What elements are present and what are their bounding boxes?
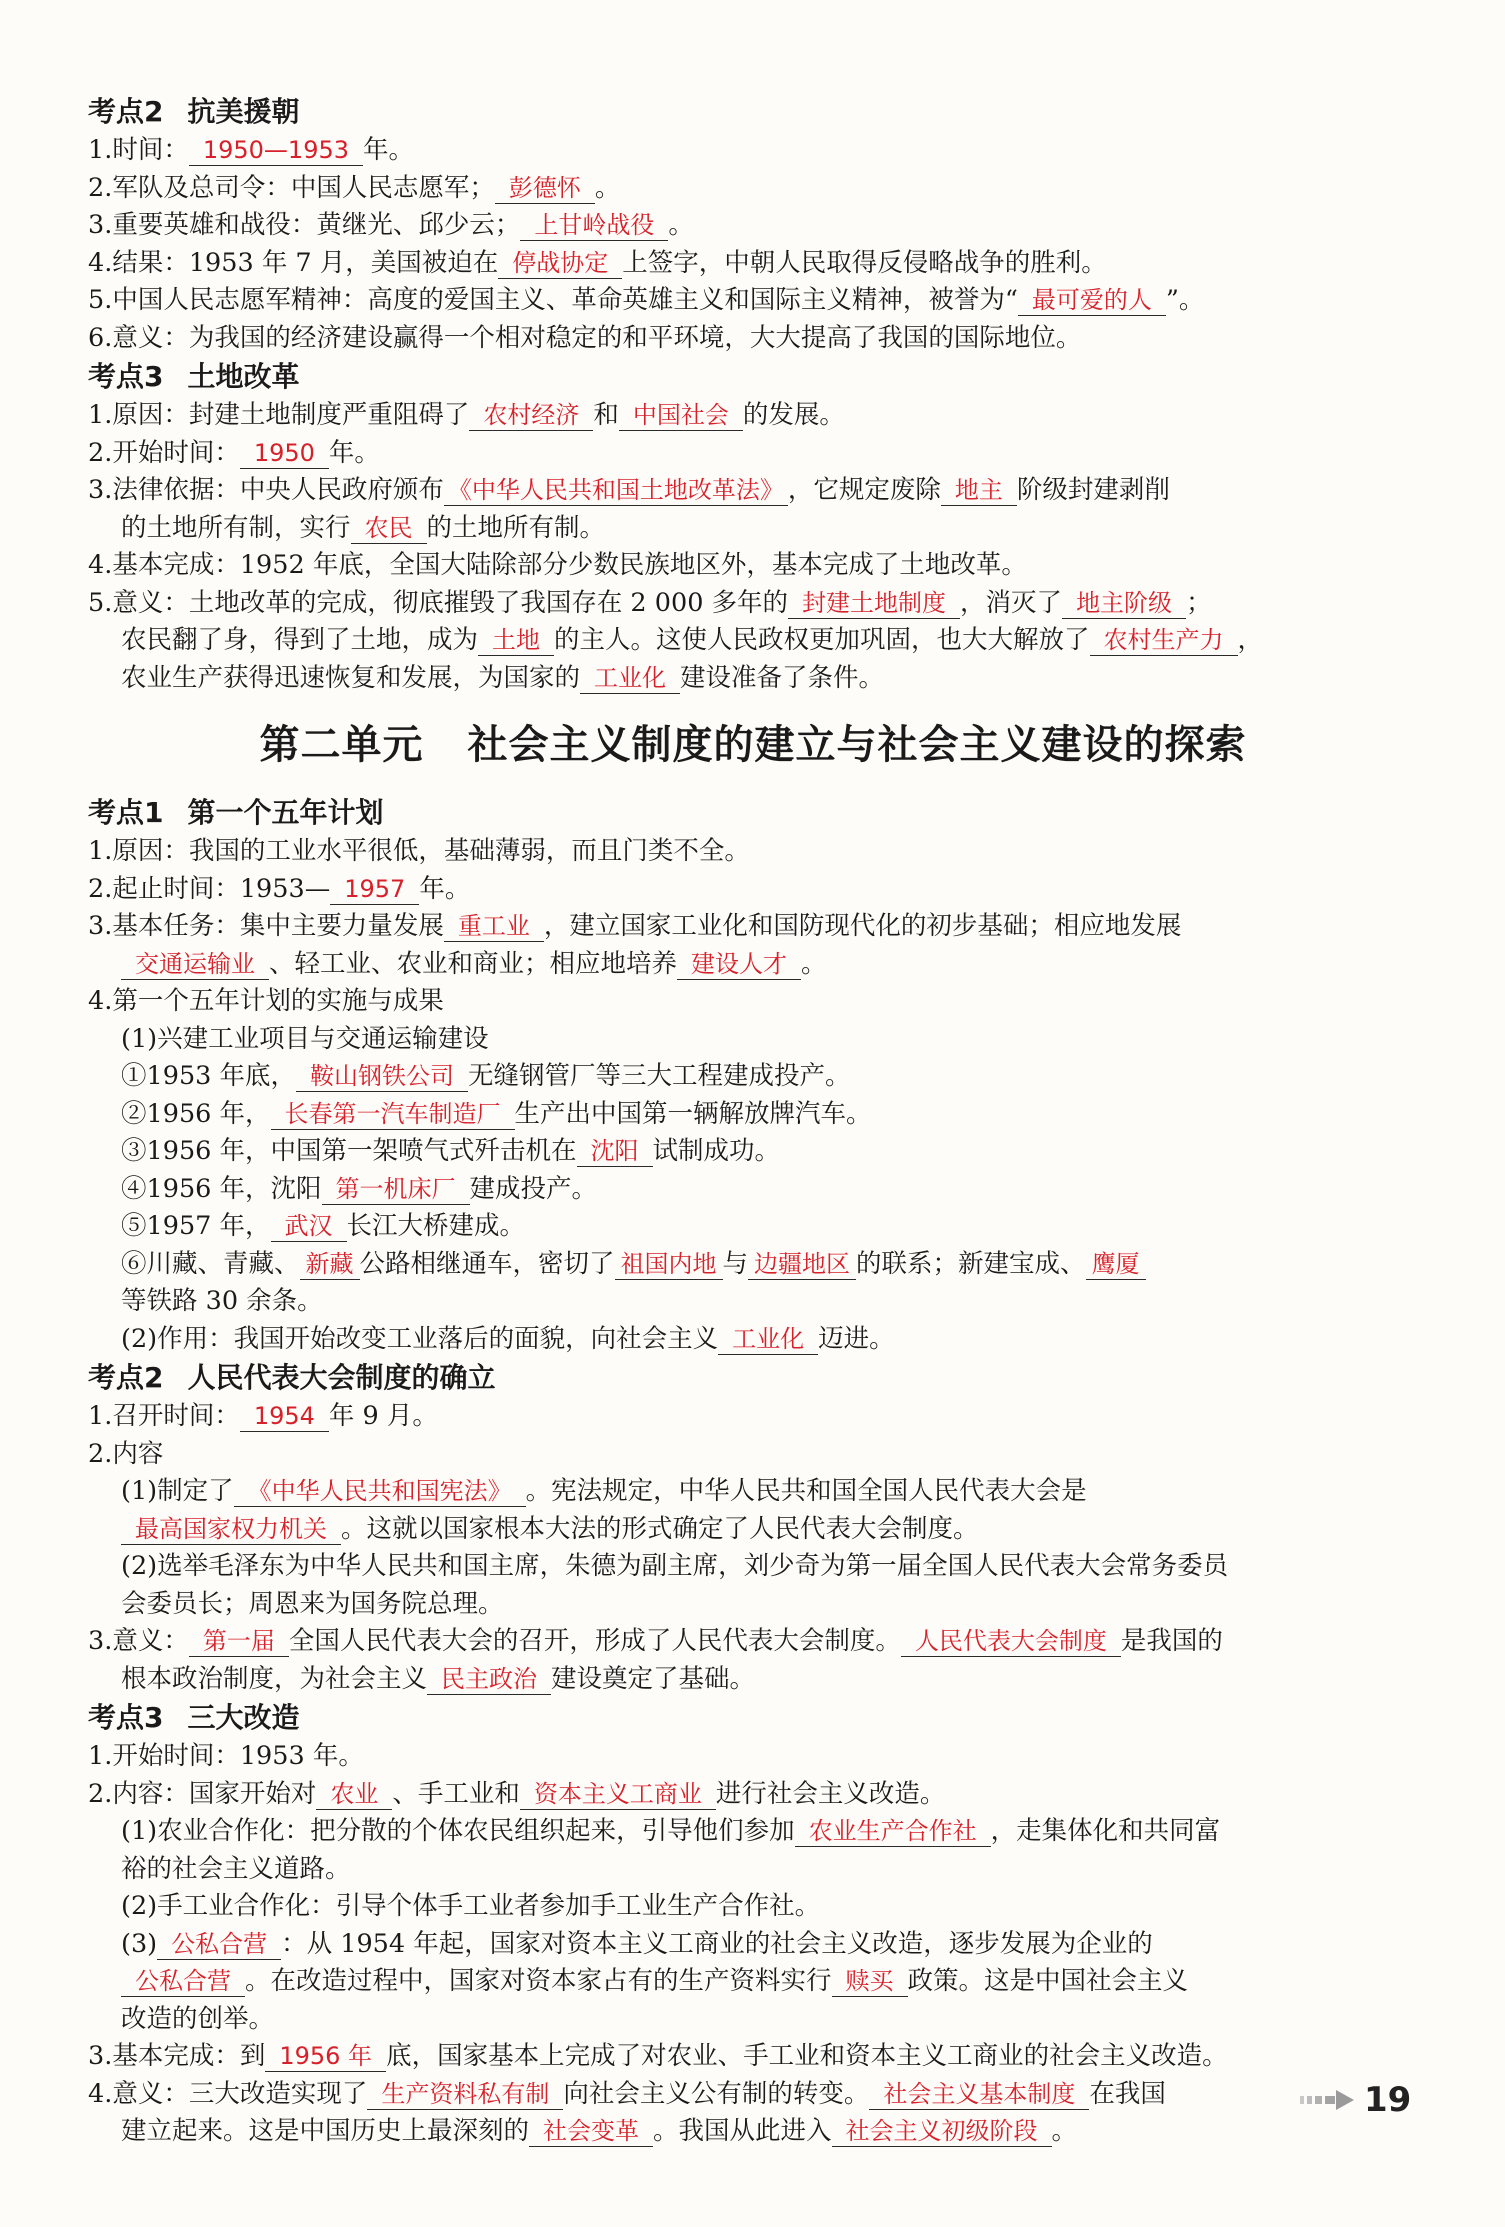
text-line: 改造的创举。 (121, 2003, 275, 2034)
text-line: 2.军队及总司令：中国人民志愿军； 彭德怀 。 (88, 172, 621, 203)
text-line: 1.原因：封建土地制度严重阻碍了 农村经济 和 中国社会 的发展。 (88, 400, 845, 430)
section-number: 考点1 (88, 796, 164, 829)
text-line: 3.法律依据：中央人民政府颁布 《中华人民共和国土地改革法》 ，它规定废除 地主 阶级封建剥削 (88, 475, 1170, 505)
answer-blank: 社会主义基本制度 (869, 2079, 1089, 2110)
text-line: 4.结果：1953 年 7 月，美国被迫在 停战协定 上签字，中朝人民取得反侵略战争的胜利。 (88, 247, 1107, 278)
answer-blank: 公私合营 (157, 1929, 281, 1960)
text-line: (3) 公私合营 ：从 1954 年起，国家对资本主义工商业的社会主义改造，逐步发展为企业的 (121, 1928, 1153, 1959)
text-line: (1)兴建工业项目与交通运输建设 (121, 1023, 489, 1054)
section-heading (88, 92, 1418, 132)
text-line: (2)作用：我国开始改变工业落后的面貌，向社会主义 工业化 迈进。 (121, 1323, 895, 1354)
answer-blank: 第一届 (189, 1626, 289, 1657)
section-number: 考点3 (88, 1701, 164, 1734)
answer-blank: 资本主义工商业 (520, 1779, 716, 1810)
text-line: 建立起来。这是中国历史上最深刻的 社会变革 。我国从此进入 社会主义初级阶段 。 (121, 2116, 1078, 2146)
text-line: 4.第一个五年计划的实施与成果 (88, 986, 444, 1016)
answer-blank: 新藏 (300, 1249, 360, 1280)
section-heading (88, 793, 1418, 833)
answer-blank: 工业化 (580, 663, 680, 694)
section-number: 考点3 (88, 360, 164, 393)
answer-blank: 上甘岭战役 (520, 210, 668, 241)
answer-blank: 农民 (351, 513, 427, 544)
answer-blank: 农村经济 (469, 400, 593, 431)
text-line: 裕的社会主义道路。 (121, 1853, 351, 1884)
unit-title (88, 697, 1418, 793)
unit-number: 第二单元 (259, 722, 424, 768)
answer-blank: 工业化 (718, 1324, 818, 1355)
text-line: 根本政治制度，为社会主义 民主政治 建设奠定了基础。 (121, 1663, 756, 1694)
answer-blank: 长春第一汽车制造厂 (271, 1099, 515, 1130)
answer-blank: 最高国家权力机关 (121, 1514, 341, 1545)
page-number: 19 (1364, 2080, 1412, 2120)
answer-blank: 沈阳 (577, 1136, 653, 1167)
text-line: 农业生产获得迅速恢复和发展，为国家的 工业化 建设准备了条件。 (121, 662, 885, 693)
text-line: 2.开始时间： 1950 年。 (88, 437, 380, 468)
text-line: 4.基本完成：1952 年底，全国大陆除部分少数民族地区外，基本完成了土地改革。 (88, 550, 1027, 580)
answer-blank: 交通运输业 (121, 949, 269, 980)
answer-blank: 武汉 (271, 1211, 347, 1242)
text-line: 的土地所有制，实行 农民 的土地所有制。 (121, 512, 606, 543)
list-item: ②1956 年， 长春第一汽车制造厂 生产出中国第一辆解放牌汽车。 (121, 1098, 872, 1129)
text-line: 会委员长；周恩来为国务院总理。 (121, 1588, 504, 1619)
answer-blank: 彭德怀 (495, 173, 595, 204)
answer-blank: 《中华人民共和国土地改革法》 (444, 475, 788, 506)
answer-blank: 1954 (240, 1401, 329, 1432)
answer-blank: 地主阶级 (1062, 588, 1186, 619)
answer-blank: 农村生产力 (1090, 625, 1238, 656)
text-line: (1)农业合作化：把分散的个体农民组织起来，引导他们参加 农业生产合作社 ，走集体化和共同富 (121, 1816, 1221, 1846)
text-line: 3.基本完成：到 1956 年 底，国家基本上完成了对农业、手工业和资本主义工商业的社会主义改造。 (88, 2041, 1228, 2071)
answer-blank: 1956 年 (265, 2041, 386, 2072)
section-heading (88, 1358, 1418, 1398)
section-title: 第一个五年计划 (187, 796, 384, 829)
answer-blank: 公私合营 (121, 1966, 245, 1997)
answer-blank: 人民代表大会制度 (901, 1626, 1121, 1657)
section-title: 抗美援朝 (187, 95, 300, 128)
list-item: ①1953 年底， 鞍山钢铁公司 无缝钢管厂等三大工程建成投产。 (121, 1061, 851, 1091)
text-line: 最高国家权力机关 。这就以国家根本大法的形式确定了人民代表大会制度。 (88, 1511, 1418, 1549)
section-number: 考点2 (88, 1361, 164, 1394)
answer-blank: 鞍山钢铁公司 (296, 1061, 468, 1092)
text-line: 1.原因：我国的工业水平很低，基础薄弱，而且门类不全。 (88, 836, 750, 866)
answer-blank: 鹰厦 (1086, 1249, 1146, 1280)
text-line: 1.召开时间： 1954 年 9 月。 (88, 1401, 438, 1431)
section-heading (88, 1698, 1418, 1738)
list-item: ④1956 年，沈阳 第一机床厂 建成投产。 (121, 1173, 598, 1204)
text-line: 2.起止时间：1953— 1957 年。 (88, 873, 471, 904)
arrow-right-icon (1300, 2089, 1356, 2111)
section-title: 人民代表大会制度的确立 (187, 1361, 496, 1394)
text-line: 2.内容 (88, 1438, 164, 1469)
answer-blank: 第一机床厂 (322, 1174, 470, 1205)
answer-blank: 农业生产合作社 (795, 1816, 991, 1847)
answer-blank: 社会变革 (529, 2116, 653, 2147)
text-line: (1)制定了 《中华人民共和国宪法》 。宪法规定，中华人民共和国全国人民代表大会是 (121, 1476, 1087, 1506)
text-line: 6.意义：为我国的经济建设赢得一个相对稳定的和平环境，大大提高了我国的国际地位。 (88, 322, 1082, 353)
text-line: (2)手工业合作化：引导个体手工业者参加手工业生产合作社。 (121, 1891, 821, 1921)
list-item: ⑤1957 年， 武汉 长江大桥建成。 (121, 1211, 526, 1241)
text-line: 1.时间： 1950—1953 年。 (88, 135, 415, 165)
answer-blank: 建设人才 (677, 949, 801, 980)
section-heading (88, 357, 1418, 397)
answer-blank: 赎买 (832, 1966, 908, 1997)
text-line: (2)选举毛泽东为中华人民共和国主席，朱德为副主席，刘少奇为第一届全国人民代表大会常务委员 (121, 1551, 1229, 1581)
page-footer (1300, 2080, 1411, 2120)
answer-blank: 1950—1953 (189, 135, 363, 166)
text-line: 3.重要英雄和战役：黄继光、邱少云； 上甘岭战役 。 (88, 210, 694, 240)
text-line: 3.基本任务：集中主要力量发展 重工业 ，建立国家工业化和国防现代化的初步基础；相应地发展 (88, 911, 1182, 941)
answer-blank: 生产资料私有制 (367, 2079, 563, 2110)
text-line: 1.开始时间：1953 年。 (88, 1741, 364, 1771)
answer-blank: 《中华人民共和国宪法》 (234, 1476, 526, 1507)
section-title: 土地改革 (187, 360, 300, 393)
list-item: ③1956 年，中国第一架喷气式歼击机在 沈阳 试制成功。 (121, 1136, 781, 1166)
answer-blank: 封建土地制度 (788, 588, 960, 619)
answer-blank: 重工业 (444, 911, 544, 942)
answer-blank: 1950 (240, 438, 329, 469)
answer-blank: 1957 (330, 874, 419, 905)
answer-blank: 边疆地区 (748, 1249, 856, 1280)
text-line: 5.中国人民志愿军精神：高度的爱国主义、革命英雄主义和国际主义精神，被誉为“ 最可爱的人 ”。 (88, 285, 1205, 315)
answer-blank: 祖国内地 (615, 1249, 723, 1280)
text-line: 3.意义： 第一届 全国人民代表大会的召开，形成了人民代表大会制度。 人民代表大会制度 是我国的 (88, 1626, 1223, 1656)
page-content (88, 92, 1418, 2151)
answer-blank: 地主 (941, 475, 1017, 506)
text-line: 公私合营 。在改造过程中，国家对资本家占有的生产资料实行 赎买 政策。这是中国社会主义 (88, 1963, 1418, 2001)
answer-blank: 最可爱的人 (1018, 285, 1166, 316)
list-item: ⑥川藏、青藏、 新藏 公路相继通车，密切了 祖国内地 与 边疆地区 的联系；新建宝成、 鹰厦 (88, 1246, 1418, 1284)
answer-blank: 农业 (316, 1779, 392, 1810)
section-title: 三大改造 (187, 1701, 300, 1734)
text-line: 4.意义：三大改造实现了 生产资料私有制 向社会主义公有制的转变。 社会主义基本制度 在我国 (88, 2078, 1166, 2109)
text-line: 等铁路 30 余条。 (121, 1286, 323, 1316)
text-line: 农民翻了身，得到了土地，成为 土地 的主人。这使人民政权更加巩固，也大大解放了 农村生产力 ， (121, 625, 1264, 655)
answer-blank: 中国社会 (619, 400, 743, 431)
unit-name: 社会主义制度的建立与社会主义建设的探索 (467, 722, 1247, 768)
text-line: 2.内容：国家开始对 农业 、手工业和 资本主义工商业 进行社会主义改造。 (88, 1778, 946, 1809)
answer-blank: 停战协定 (498, 248, 622, 279)
text-line: 5.意义：土地改革的完成，彻底摧毁了我国存在 2 000 多年的 封建土地制度 ，消灭了 地主阶级 ； (88, 587, 1212, 618)
answer-blank: 社会主义初级阶段 (832, 2116, 1052, 2147)
answer-blank: 民主政治 (427, 1664, 551, 1695)
section-number: 考点2 (88, 95, 164, 128)
answer-blank: 土地 (478, 625, 554, 656)
text-line: 交通运输业 、轻工业、农业和商业；相应地培养 建设人才 。 (88, 946, 1418, 984)
